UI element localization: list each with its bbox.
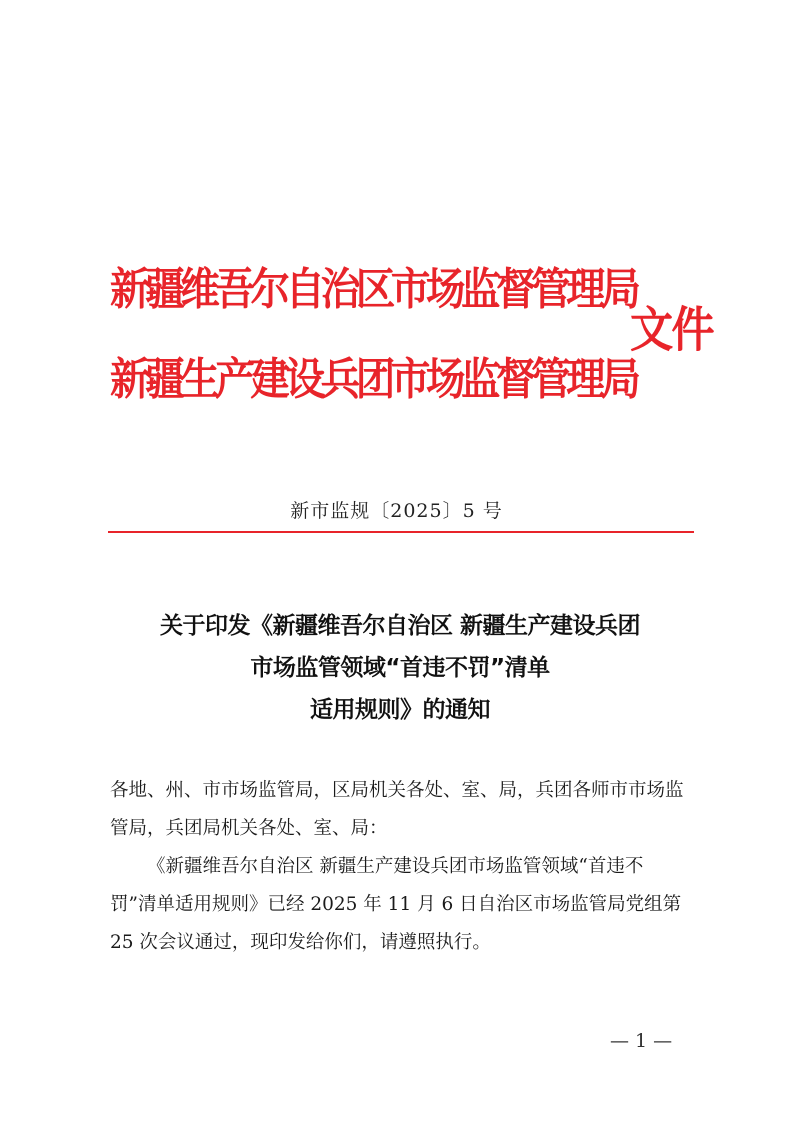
red-masthead	[110, 240, 713, 420]
title-line-1: 关于印发《新疆维吾尔自治区 新疆生产建设兵团	[159, 613, 640, 639]
content-paragraph: 《新疆维吾尔自治区 新疆生产建设兵团市场监管领域“首违不罚”清单适用规则》已经 2025 年 11 月 6 日自治区市场监管局党组第 25 次会议通过，现印发给你们，请遵照执行。	[110, 856, 682, 953]
document-number: 新市监规〔2025〕5 号	[290, 500, 503, 522]
title-line-3: 适用规则》的通知	[310, 697, 490, 723]
title-line-2: 市场监管领域“首违不罚”清单	[250, 655, 550, 681]
red-divider-line	[108, 531, 694, 533]
document-body	[110, 772, 688, 962]
issuer-name-2: 新疆生产建设兵团市场监督管理局	[110, 354, 637, 405]
issuer-name-1: 新疆维吾尔自治区市场监督管理局	[110, 264, 637, 315]
page-number: — 1 —	[610, 1030, 673, 1052]
document-title	[100, 605, 700, 731]
recipients-paragraph: 各地、州、市市场监管局，区局机关各处、室、局，兵团各师市市场监管局，兵团局机关各处、室、局：	[110, 780, 684, 839]
document-label: 文件	[630, 302, 713, 358]
